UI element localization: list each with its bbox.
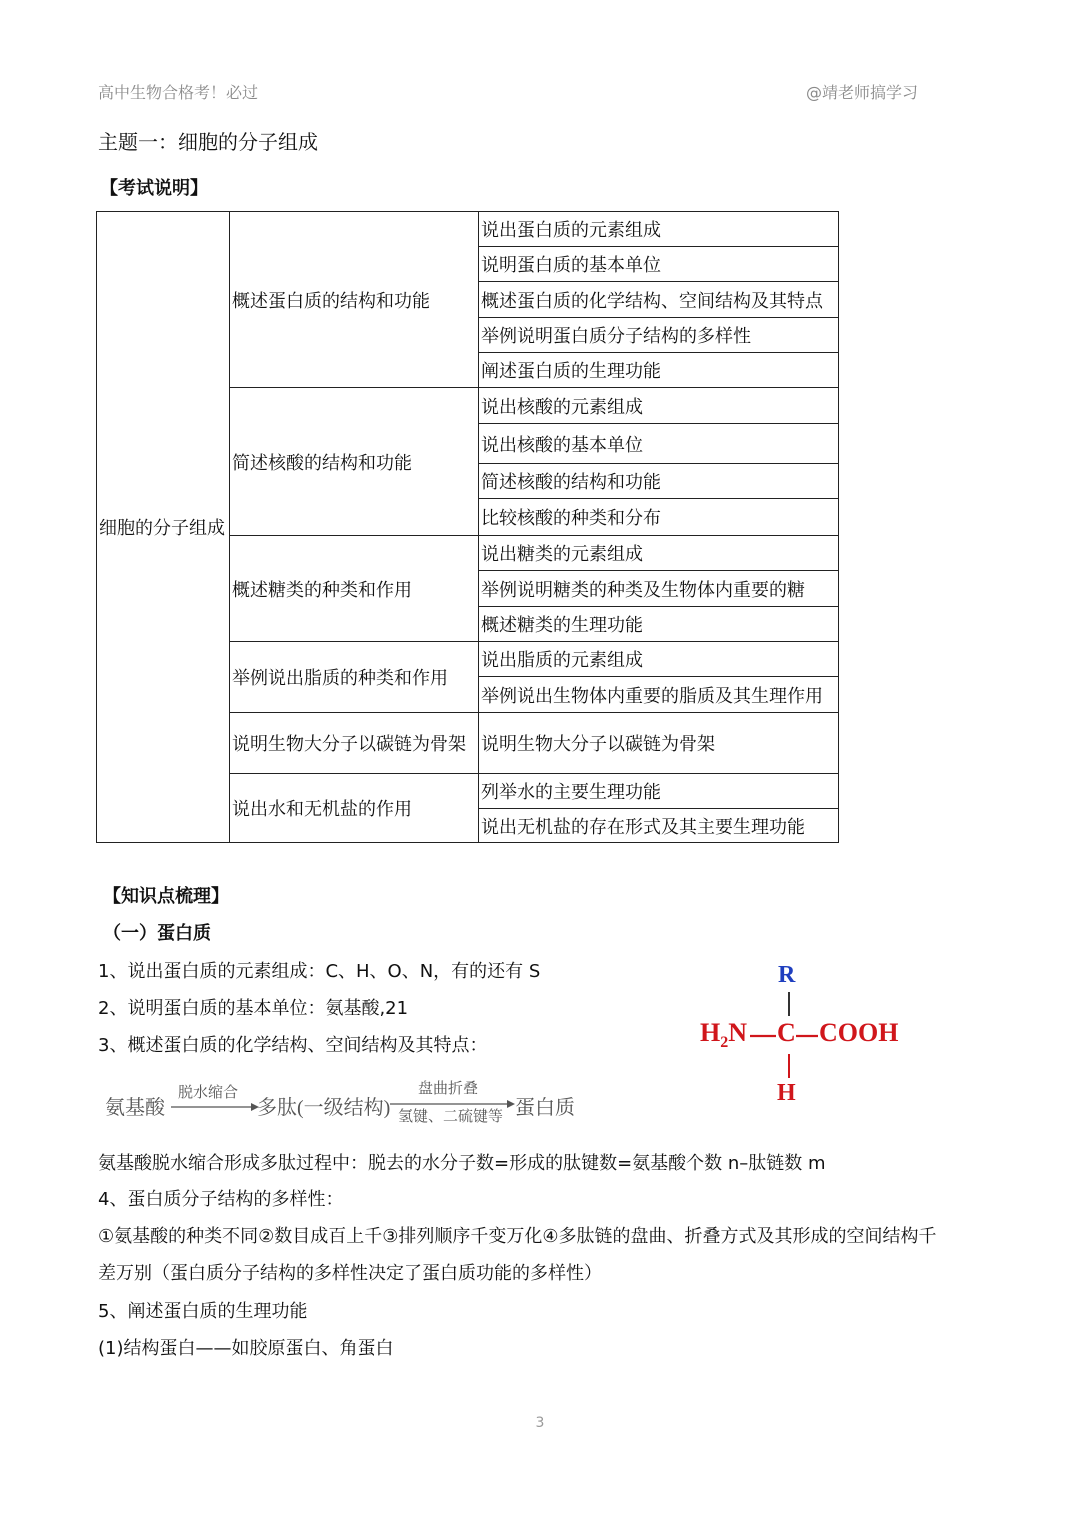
point-5-item-1: (1)结构蛋白——如胶原蛋白、角蛋白 [98,1338,394,1359]
bond-icon [796,1034,818,1038]
group-label: 概述糖类的种类和作用 [230,536,479,642]
bond-icon [787,1054,791,1078]
flow-arrow2-label-bottom: 氢键、二硫键等 [398,1109,504,1125]
knowledge-heading: 【知识点梳理】 [103,886,229,907]
hydrogen: H [777,1080,796,1106]
table-cell: 概述糖类的生理功能 [479,607,839,642]
table-cell: 列举水的主要生理功能 [479,774,839,809]
table-cell: 说明生物大分子以碳链为骨架 [479,713,839,774]
table-cell: 举例说出生物体内重要的脂质及其生理作用 [479,677,839,713]
header-right: @靖老师搞学习 [806,83,919,102]
table-cell: 说出脂质的元素组成 [479,642,839,677]
table-cell: 说出糖类的元素组成 [479,536,839,571]
point-4-detail-2: 差万别（蛋白质分子结构的多样性决定了蛋白质功能的多样性） [98,1263,602,1284]
exam-heading: 【考试说明】 [100,178,208,199]
formula-text: 氨基酸脱水缩合形成多肽过程中：脱去的水分子数=形成的肽键数=氨基酸个数 n–肽链数 m [98,1153,826,1174]
table-cell: 简述核酸的结构和功能 [479,464,839,499]
table-cell: 举例说明蛋白质分子结构的多样性 [479,318,839,353]
protein-formation-flow [105,1074,585,1128]
flow-middle: 多肽(一级结构) [257,1097,391,1119]
main-topic-cell: 细胞的分子组成 [97,212,230,843]
point-5: 5、阐述蛋白质的生理功能 [98,1301,308,1322]
page-number: 3 [535,1415,545,1431]
table-cell: 说出核酸的元素组成 [479,388,839,424]
flow-arrow2-label-top: 盘曲折叠 [418,1081,479,1097]
point-3: 3、概述蛋白质的化学结构、空间结构及其特点： [98,1035,488,1056]
table-cell: 说明蛋白质的基本单位 [479,247,839,282]
flow-arrow1-label: 脱水缩合 [178,1085,239,1101]
central-carbon: C [777,1018,796,1047]
r-group: R [778,962,796,988]
amino-acid-structure [695,960,910,1110]
group-label: 说出水和无机盐的作用 [230,774,479,843]
header-left: 高中生物合格考！必过 [98,83,259,102]
point-4-detail-1: ①氨基酸的种类不同②数目成百上千③排列顺序千变万化④多肽链的盘曲、折叠方式及其形成的空间结构千 [98,1226,937,1247]
group-label: 举例说出脂质的种类和作用 [230,642,479,713]
page-title: 主题一：细胞的分子组成 [98,130,318,154]
flow-start: 氨基酸 [105,1097,165,1119]
point-1: 1、说出蛋白质的元素组成：C、H、O、N，有的还有 S [98,961,541,982]
exam-table [96,211,839,843]
carboxyl-group: COOH [819,1018,899,1047]
bond-icon [787,992,791,1016]
flow-end: 蛋白质 [515,1097,575,1119]
table-cell: 说出核酸的基本单位 [479,424,839,464]
point-2: 2、说明蛋白质的基本单位：氨基酸,21 [98,998,409,1019]
table-cell: 举例说明糖类的种类及生物体内重要的糖 [479,571,839,607]
bond-icon [750,1034,776,1038]
point-4: 4、蛋白质分子结构的多样性： [98,1189,344,1210]
group-label: 说明生物大分子以碳链为骨架 [230,713,479,774]
table-cell: 阐述蛋白质的生理功能 [479,353,839,388]
table-cell: 说出无机盐的存在形式及其主要生理功能 [479,809,839,843]
table-cell: 说出蛋白质的元素组成 [479,212,839,247]
group-label: 简述核酸的结构和功能 [230,388,479,536]
table-cell: 概述蛋白质的化学结构、空间结构及其特点 [479,282,839,318]
arrow-icon [171,1102,259,1112]
group-label: 概述蛋白质的结构和功能 [230,212,479,388]
amino-group: $H_2N$ [700,1018,748,1052]
table-cell: 比较核酸的种类和分布 [479,499,839,536]
protein-heading: （一）蛋白质 [103,923,211,944]
